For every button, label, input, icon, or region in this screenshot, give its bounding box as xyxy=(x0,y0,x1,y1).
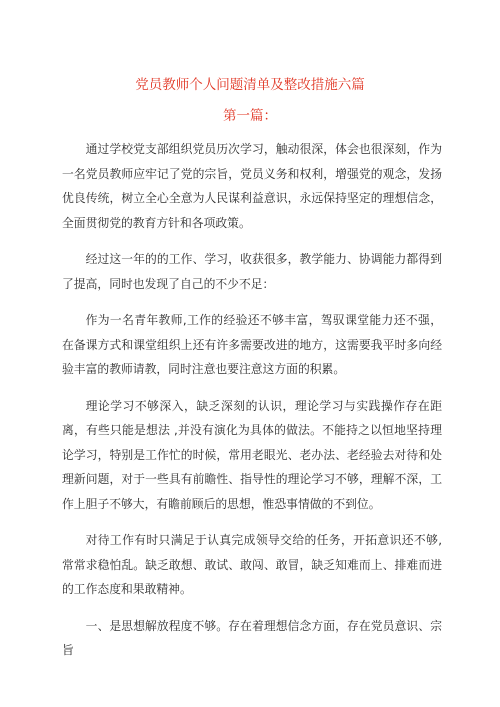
paragraph: 一、是思想解放程度不够。存在着理想信念方面，存在党员意识、宗旨 xyxy=(62,618,442,657)
paragraph: 经过这一年的的工作、学习，收获很多，教学能力、协调能力都得到了提高，同时也发现了自己的不少不足： xyxy=(62,252,442,291)
document-title: 党员教师个人问题清单及整改措施六篇 xyxy=(135,77,365,93)
paragraph: 对待工作有时只满足于认真完成领导交给的任务，开拓意识还不够,常常求稳怕乱。缺乏敢想、敢试、敢闯、敢冒，缺乏知难而上、排难而进的工作态度和果敢精神。 xyxy=(62,533,442,596)
paragraph: 作为一名青年教师,工作的经验还不够丰富，驾驭课堂能力还不强，在备课方式和课堂组织上还有许多需要改进的地方，这需要我平时多向经验丰富的教师请教，同时注意也要注意这方面的积累。 xyxy=(62,313,442,376)
document-body xyxy=(62,137,442,675)
paragraph: 理论学习不够深入，缺乏深刻的认识，理论学习与实践操作存在距离，有些只能是想法 ,并没有演化为具体的做法。不能持之以恒地坚持理论学习，特别是工作忙的时候，常用老眼光、老办法、老经验去对待和处理新问题，对于一些具有前瞻性、指导性的理论学习不够，理解不深，工作上胆子不够大，有瞻前顾后的思想，惟恐事情做的不到位。 xyxy=(62,398,442,511)
paragraph: 通过学校党支部组织党员历次学习，触动很深，体会也很深刻，作为一名党员教师应牢记了党的宗旨，党员义务和权利，增强党的观念，发扬优良传统，树立全心全意为人民谋利益意识，永远保持坚定的理想信念，全面贯彻党的教育方针和各项政策。 xyxy=(62,142,442,230)
section-heading: 第一篇： xyxy=(223,108,277,124)
